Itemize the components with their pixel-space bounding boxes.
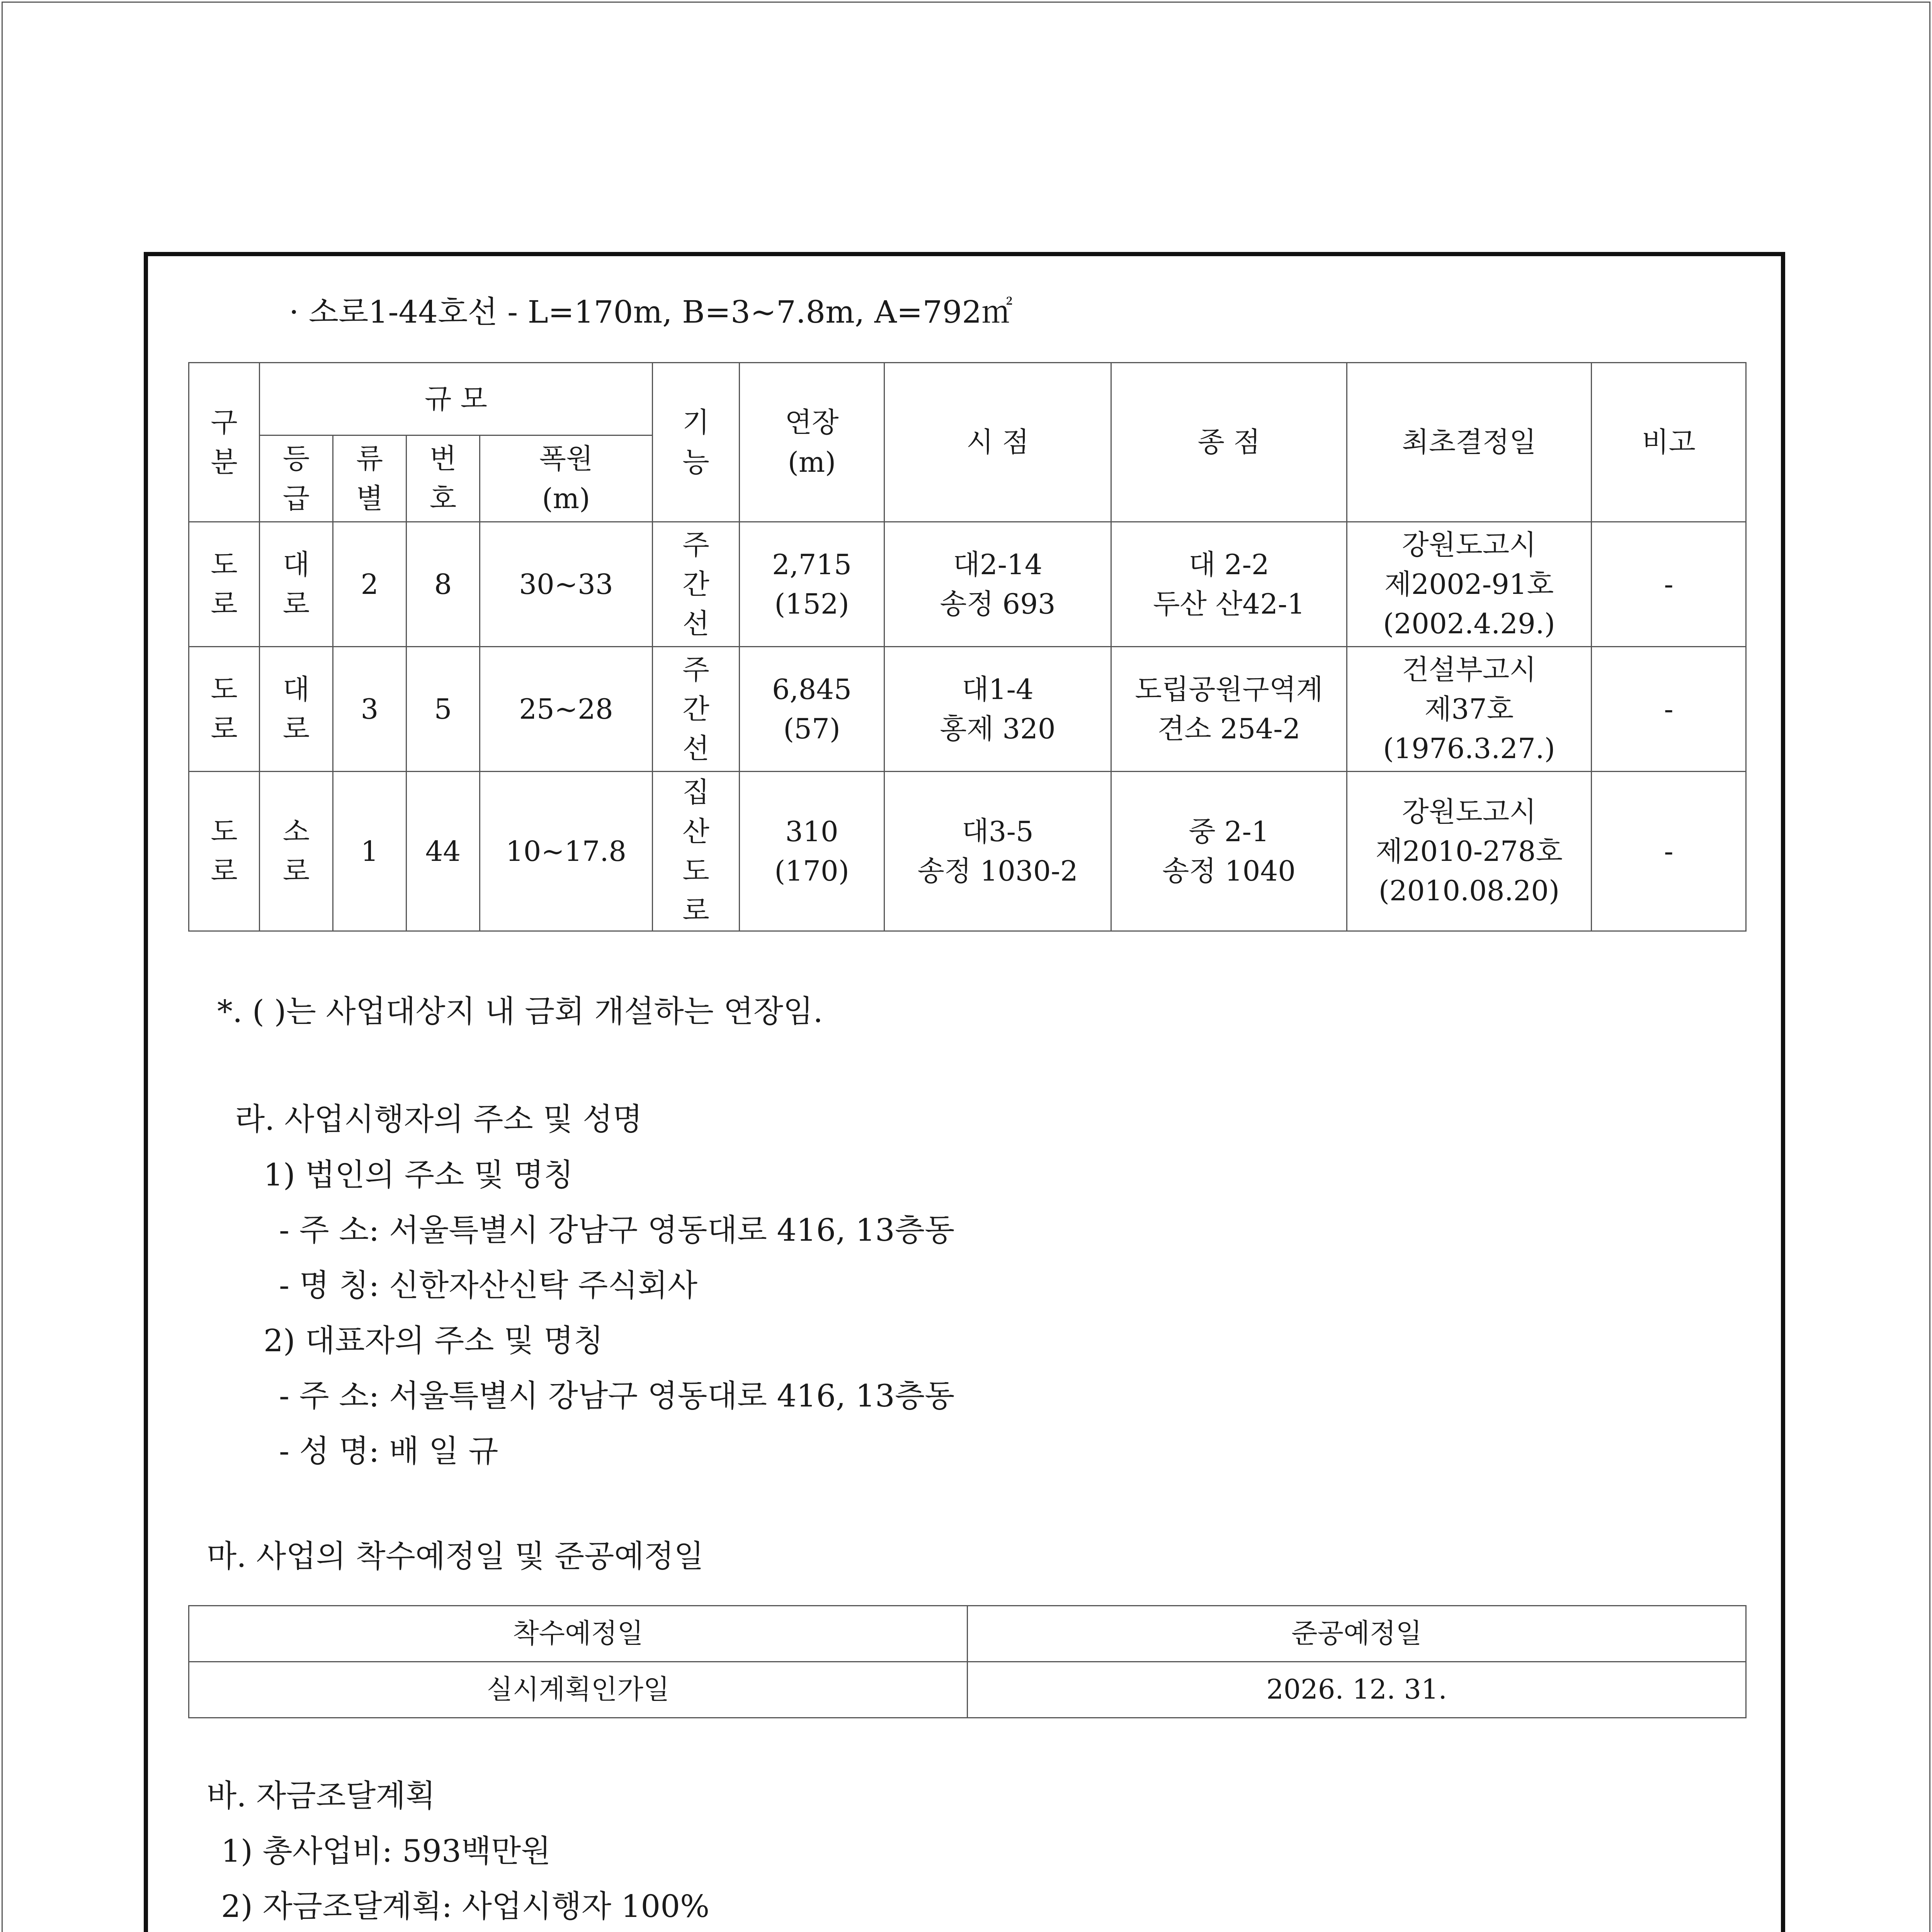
cell-remarks: -: [1592, 647, 1746, 772]
cell-width: 10~17.8: [480, 772, 653, 931]
header-scale: 규 모: [260, 363, 653, 435]
cell-function: 주 간 선: [653, 647, 740, 772]
cell-start: 대2-14 송정 693: [884, 522, 1111, 647]
header-division: 구 분: [189, 363, 260, 522]
header-number: 번 호: [406, 435, 480, 522]
section-ra-item1-address: - 주 소: 서울특별시 강남구 영동대로 416, 13층동: [279, 1212, 955, 1248]
header-length: 연장 (m): [740, 363, 884, 522]
header-category: 류 별: [333, 435, 406, 522]
section-ra-item2-name: - 성 명: 배 일 규: [279, 1433, 498, 1469]
section-ra-item1-name: - 명 칭: 신한자산신탁 주식회사: [279, 1267, 698, 1303]
schedule-table: [188, 1605, 1747, 1718]
cell-category: 3: [333, 647, 406, 772]
cell-category: 1: [333, 772, 406, 931]
cell-first-decision: 강원도고시 제2010-278호 (2010.08.20): [1347, 772, 1592, 931]
cell-number: 44: [406, 772, 480, 931]
section-ba-title: 바. 자금조달계획: [207, 1778, 435, 1814]
cell-remarks: -: [1592, 772, 1746, 931]
table-note: *. ( )는 사업대상지 내 금회 개설하는 연장임.: [217, 993, 823, 1029]
intro-line: · 소로1-44호선 - L=170m, B=3~7.8m, A=792㎡: [289, 294, 1013, 330]
cell-length: 310 (170): [740, 772, 884, 931]
section-ba-item2: 2) 자금조달계획: 사업시행자 100%: [221, 1888, 710, 1924]
header-start-date: 착수예정일: [189, 1606, 968, 1662]
cell-end: 중 2-1 송정 1040: [1111, 772, 1347, 931]
cell-number: 5: [406, 647, 480, 772]
cell-start: 대3-5 송정 1030-2: [884, 772, 1111, 931]
section-ma-title: 마. 사업의 착수예정일 및 준공예정일: [207, 1538, 704, 1574]
cell-width: 30~33: [480, 522, 653, 647]
header-function: 기 능: [653, 363, 740, 522]
table-row: [189, 647, 1746, 772]
section-ra-item2: 2) 대표자의 주소 및 명칭: [264, 1323, 604, 1359]
cell-number: 8: [406, 522, 480, 647]
cell-grade: 대 로: [260, 522, 333, 647]
cell-function: 주 간 선: [653, 522, 740, 647]
header-first-decision: 최초결정일: [1347, 363, 1592, 522]
cell-end: 대 2-2 두산 산42-1: [1111, 522, 1347, 647]
start-date-value: 실시계획인가일: [189, 1662, 968, 1718]
cell-division: 도 로: [189, 522, 260, 647]
header-width: 폭원 (m): [480, 435, 653, 522]
cell-length: 6,845 (57): [740, 647, 884, 772]
cell-category: 2: [333, 522, 406, 647]
section-ra-item2-address: - 주 소: 서울특별시 강남구 영동대로 416, 13층동: [279, 1378, 955, 1414]
cell-division: 도 로: [189, 772, 260, 931]
cell-grade: 대 로: [260, 647, 333, 772]
cell-width: 25~28: [480, 647, 653, 772]
cell-grade: 소 로: [260, 772, 333, 931]
header-start: 시 점: [884, 363, 1111, 522]
header-grade: 등 급: [260, 435, 333, 522]
header-remarks: 비고: [1592, 363, 1746, 522]
header-end: 종 점: [1111, 363, 1347, 522]
cell-function: 집 산 도 로: [653, 772, 740, 931]
table-row: [189, 522, 1746, 647]
cell-first-decision: 건설부고시 제37호 (1976.3.27.): [1347, 647, 1592, 772]
cell-division: 도 로: [189, 647, 260, 772]
road-table: [188, 362, 1747, 932]
completion-date-value: 2026. 12. 31.: [968, 1662, 1746, 1718]
header-completion-date: 준공예정일: [968, 1606, 1746, 1662]
cell-end: 도립공원구역계 견소 254-2: [1111, 647, 1347, 772]
cell-remarks: -: [1592, 522, 1746, 647]
table-row: [189, 772, 1746, 931]
cell-start: 대1-4 홍제 320: [884, 647, 1111, 772]
cell-length: 2,715 (152): [740, 522, 884, 647]
section-ba-item1: 1) 총사업비: 593백만원: [221, 1833, 551, 1869]
section-ra-title: 라. 사업시행자의 주소 및 성명: [235, 1101, 643, 1137]
section-ra-item1: 1) 법인의 주소 및 명칭: [264, 1157, 574, 1193]
cell-first-decision: 강원도고시 제2002-91호 (2002.4.29.): [1347, 522, 1592, 647]
